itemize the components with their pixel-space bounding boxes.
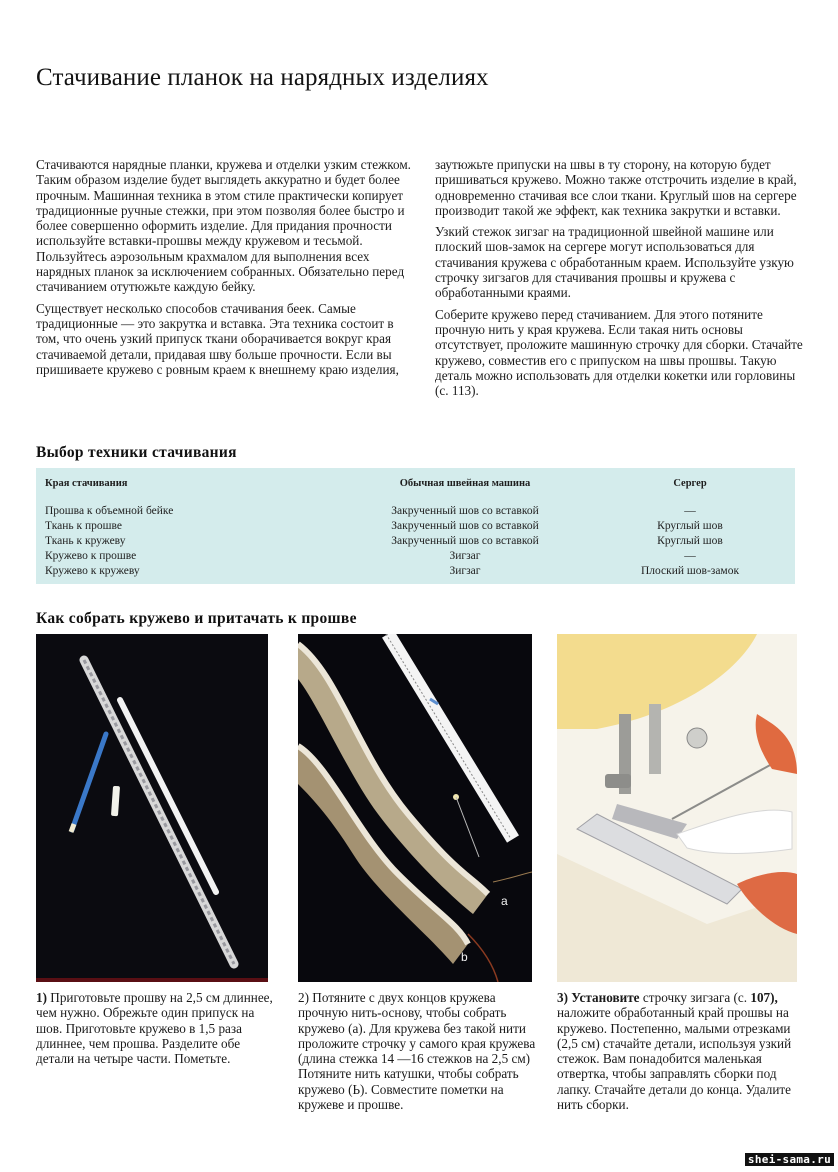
section-heading-steps: Как собрать кружево и притачать к прошве [36,610,357,627]
table-cell: Ткань к прошве [45,520,122,532]
table-cell: Кружево к кружеву [45,565,140,577]
table-row [36,519,795,534]
technique-table [36,468,795,579]
step-text: Потяните с двух концов кружева прочную нить-основу, чтобы собрать кружево (а). Для кружева без такой нити проложите строчку у самого края кружева (длина стежка 14 —16 стежков на 2,5 см) Потяните нить катушки, чтобы собрать кружево (Ь). Совместите пометки на кружеве и прошве. [298,990,536,1113]
column-header: Обычная швейная машина [399,477,531,489]
intro-paragraph: Стачиваются нарядные планки, кружева и отделки узким стежком. Таким образом изделие будет выглядеть аккуратно и будет более прочным. Машинная техника в этом стиле практически копирует традиционные ручные стежки, при этом позволяя более быстро и более совершенно оформить изделие. Для придания прочности используйте вставки-прошвы между кружевом и тесьмой. Пользуйтесь аэрозольным крахмалом для выполнения всех нарядных планок за исключением собранных. Обязательно перед стачиванием отутюжьте каждую бейку. [36,157,411,295]
table-row [36,549,795,564]
technique-table-panel [36,468,795,584]
lace-materials-illustration [36,634,268,982]
step-number: 2) [298,990,309,1005]
photo-label-a: a [501,894,508,908]
step-text-continued: наложите обработанный край прошвы на кружево. Постепенно, малыми отрезками (2,5 см) стачайте детали, используя узкий стежок. Вам понадобится маленькая отвертка, чтобы заправлять сборки под лапку. Стачайте детали до конца. Удалите нить сборки. [557,1005,792,1113]
table-cell: Зигзаг [449,565,481,577]
table-cell: Закрученный шов со вставкой [391,505,539,517]
photo-label-b: b [461,950,468,964]
table-cell: Круглый шов [657,520,723,532]
step-text: Приготовьте прошву на 2,5 см длиннее, чем нужно. Обрежьте один припуск на шов. Приготовьте кружево в 1,5 раза длиннее, чем прошва. Разделите обе детали на четыре части. Пометьте. [36,990,273,1067]
gathered-lace-illustration [298,634,532,982]
step-number: 1) [36,990,47,1005]
step-caption-1 [36,990,276,1066]
intro-right-column [435,157,805,404]
photo-lace-and-insertion [36,634,268,982]
table-cell: Закрученный шов со вставкой [391,520,539,532]
page-title: Стачивание планок на нарядных изделиях [36,64,489,91]
table-header-row [36,468,795,498]
site-watermark: shei-sama.ru [745,1153,834,1166]
intro-paragraph: Существует несколько способов стачивания беек. Самые традиционные — это закрутка и вставка. Эта техника состоит в том, что очень узкий припуск ткани оборачивается вокруг края стачиваемой детали, придавая шву больше прочности. Если вы пришиваете кружево с ровным краем к внешнему краю изделия, [36,300,399,377]
table-cell: Плоский шов-замок [640,565,740,577]
table-cell: Прошва к объемной бейке [45,505,174,517]
table-cell: Ткань к кружеву [45,535,126,547]
table-cell: Закрученный шов со вставкой [391,535,539,547]
intro-paragraph: Узкий стежок зигзаг на традиционной швейной машине или плоский шов-замок на сергере могут использоваться для стачивания кружева с обработанным краем. Используйте узкую строчку зигзагов для стачивания прошвы и кружева с обработанными краями. [435,224,794,301]
section-heading-technique: Выбор техники стачивания [36,444,237,461]
table-row [36,564,795,579]
photo-gathered-lace [298,634,532,982]
step-text: строчку зигзага (с. [639,990,751,1005]
page-reference: 107), [750,990,778,1005]
sewing-machine-illustration [557,634,797,982]
table-cell: — [684,550,696,562]
photo-sewing-machine [557,634,797,982]
table-cell: Кружево к прошве [45,550,137,562]
step-caption-2 [298,990,543,1112]
table-cell: — [684,505,696,517]
intro-paragraph: Соберите кружево перед стачиванием. Для этого потяните прочную нить у края кружева. Если такая нить основы отсутствует, проложите машинную строчку для сборки. Стачайте кружево, совместив его с припуском на швы прошвы. Такую деталь можно использовать для отделки кокетки или горловины (с. 113). [435,306,803,399]
table-cell: Круглый шов [657,535,723,547]
step-number: 3) Установите [557,990,640,1005]
table-row [36,504,795,519]
intro-left-column [36,157,416,383]
step-caption-3 [557,990,802,1112]
column-header: Сергер [673,477,707,489]
column-header: Края стачивания [45,477,128,489]
table-cell: Зигзаг [449,550,481,562]
intro-paragraph: заутюжьте припуски на швы в ту сторону, на которую будет пришиваться кружево. Можно также отстрочить изделие в край, одновременно стачивая все слои ткани. Круглый шов на сергере производит такой же эффект, как техника закрутки и вставки. [435,157,797,218]
table-row [36,534,795,549]
